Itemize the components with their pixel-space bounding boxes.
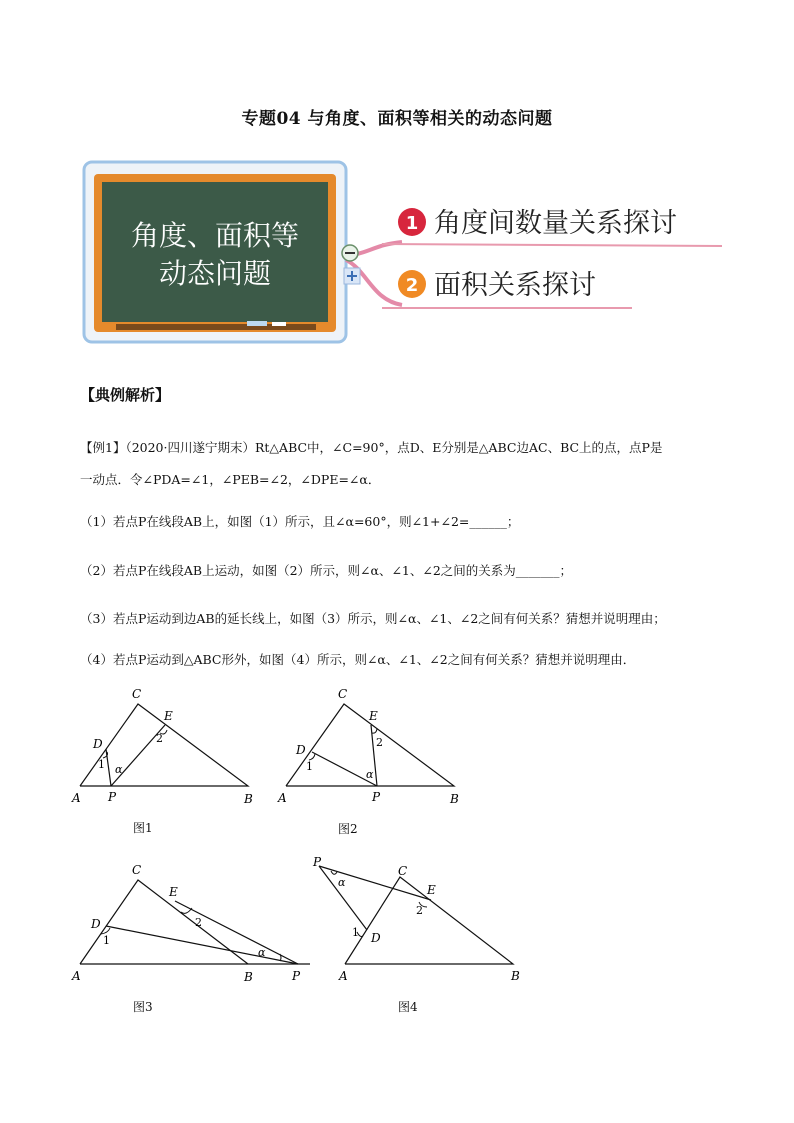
fig2-angle-1: 1 [306,760,313,773]
fig1-label-B: B [244,792,253,806]
fig3-angle-1: 1 [103,934,110,947]
fig1-angle-2: 2 [156,732,163,745]
page-title: 专题04 与角度、面积等相关的动态问题 [241,109,553,129]
fig4-label-P: P [313,855,322,869]
fig4-label-A: A [339,969,348,983]
fig4-angle-1: 1 [352,926,359,939]
branch2-number: 2 [405,275,419,296]
branch1-number: 1 [405,213,419,234]
question-3: （3）若点P运动到边AB的延长线上，如图（3）所示，则∠α、∠1、∠2之间有何关系？猜想并说明理由； [80,611,666,626]
branch2-label: 面积关系探讨 [434,270,596,301]
problem-line2: 一动点．令∠PDA=∠1，∠PEB=∠2，∠DPE=∠α． [80,472,381,487]
fig3-label-D: D [91,917,101,931]
fig1-label-D: D [93,737,103,751]
figure-2 [272,682,472,812]
branch1-label: 角度间数量关系探讨 [434,208,677,239]
fig1-angle-alpha: α [115,763,123,776]
fig4-label-E: E [427,883,436,897]
section-heading: 【典例解析】 [80,386,171,404]
fig2-label-P: P [372,790,381,804]
fig2-angle-alpha: α [366,768,374,781]
figure-1 [66,682,266,812]
figure-1-caption: 图1 [133,821,153,835]
fig3-label-P: P [292,969,301,983]
fig2-angle-2: 2 [376,736,383,749]
fig3-angle-alpha: α [258,946,266,959]
board-text-line1: 角度、面积等 [130,219,300,252]
fig3-label-E: E [169,885,178,899]
topic-banner [82,160,732,345]
fig4-label-D: D [371,931,381,945]
fig3-label-A: A [72,969,81,983]
fig4-label-B: B [511,969,520,983]
fig3-label-B: B [244,970,253,984]
fig1-label-C: C [132,687,142,701]
fig4-angle-alpha: α [338,876,346,889]
figure-4-caption: 图4 [398,1000,418,1014]
banner-graphic [82,160,732,345]
fig1-angle-1: 1 [98,758,105,771]
question-2: （2）若点P在线段AB上运动，如图（2）所示，则∠α、∠1、∠2之间的关系为_______； [80,563,573,578]
fig3-label-C: C [132,863,142,877]
fig1-label-P: P [108,790,117,804]
question-1: （1）若点P在线段AB上，如图（1）所示，且∠α=60°，则∠1+∠2=______； [80,514,520,529]
fig2-label-D: D [296,743,306,757]
fig2-label-C: C [338,687,348,701]
figure-3 [66,860,316,990]
figure-3-caption: 图3 [133,1000,153,1014]
fig1-label-E: E [164,709,173,723]
problem-line1: 【例1】（2020·四川遂宁期末）Rt△ABC中，∠C=90°，点D、E分别是△ABC边AC、BC上的点，点P是 [80,440,663,455]
figure-4 [305,852,535,992]
fig2-label-E: E [369,709,378,723]
fig3-angle-2: 2 [195,916,202,929]
figure-2-caption: 图2 [338,822,358,836]
fig2-label-B: B [450,792,459,806]
fig4-angle-2: 2 [416,904,423,917]
board-text-line2: 动态问题 [158,257,272,290]
fig1-label-A: A [72,791,81,805]
fig4-label-C: C [398,864,408,878]
question-4: （4）若点P运动到△ABC形外，如图（4）所示，则∠α、∠1、∠2之间有何关系？猜想并说明理由． [80,652,636,667]
fig2-label-A: A [278,791,287,805]
